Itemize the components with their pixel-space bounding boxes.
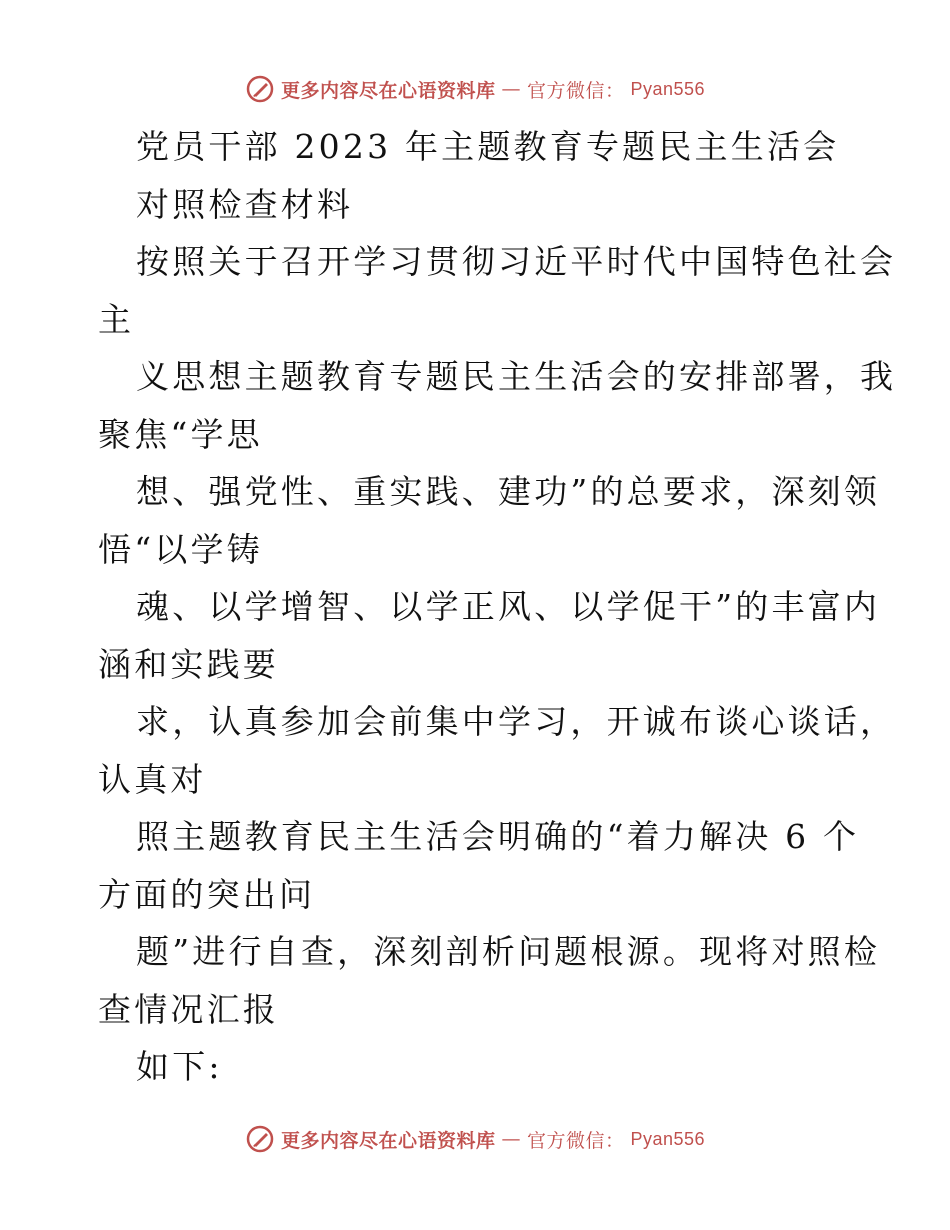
watermark-separator: — xyxy=(501,1128,521,1150)
watermark-text: 更多内容尽在心语资料库 xyxy=(280,1129,496,1152)
watermark-id: Pyan556 xyxy=(630,1128,706,1149)
text-line: 对照检查材料 xyxy=(136,184,354,224)
watermark-suffix: 官方微信： xyxy=(526,1129,625,1152)
text-line: 求，认真参加会前集中学习，开诚布谈心谈话， xyxy=(136,702,897,741)
text-line: 党员干部 2023 年主题教育专题民主生活会 xyxy=(136,127,840,166)
text-line: 义思想主题教育专题民主生活会的安排部署，我 xyxy=(136,357,897,396)
text-line: 涵和实践要 xyxy=(98,644,279,684)
text-line: 方面的突出问 xyxy=(98,874,316,914)
text-line: 如下: xyxy=(136,1047,223,1086)
footer-watermark xyxy=(0,1124,950,1154)
watermark-separator: — xyxy=(501,78,521,100)
text-line: 主 xyxy=(98,299,135,339)
watermark-suffix: 官方微信： xyxy=(526,79,625,102)
quill-seal-icon xyxy=(245,1124,275,1154)
quill-seal-icon xyxy=(245,74,275,104)
document-body xyxy=(98,118,897,1096)
header-watermark xyxy=(0,74,950,104)
text-line: 照主题教育民主生活会明确的“着力解决 6 个 xyxy=(136,817,860,856)
text-line: 查情况汇报 xyxy=(98,989,279,1029)
watermark-text: 更多内容尽在心语资料库 xyxy=(280,79,496,102)
text-line: 魂、以学增智、以学正风、以学促干”的丰富内 xyxy=(136,587,881,626)
text-line: 按照关于召开学习贯彻习近平时代中国特色社会 xyxy=(136,242,897,281)
text-line: 认真对 xyxy=(98,759,207,799)
text-line: 题”进行自查，深刻剖析问题根源。现将对照检 xyxy=(136,932,881,971)
text-line: 聚焦“学思 xyxy=(98,414,263,454)
text-line: 想、强党性、重实践、建功”的总要求，深刻领 xyxy=(136,472,881,511)
text-line: 悟“以学铸 xyxy=(98,529,263,569)
watermark-id: Pyan556 xyxy=(630,78,706,99)
